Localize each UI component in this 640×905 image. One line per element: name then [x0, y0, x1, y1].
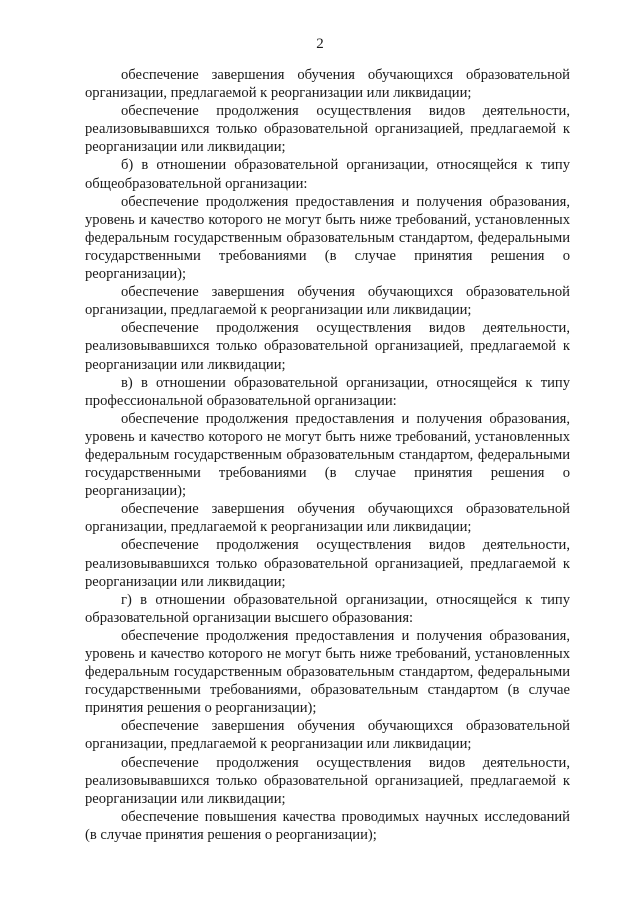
paragraph: обеспечение продолжения осуществления видов деятельности, реализовывавшихся только образовательной организацией, предлагаемой к реорганизации или ликвидации;: [85, 320, 570, 373]
paragraph: обеспечение продолжения осуществления видов деятельности, реализовывавшихся только образовательной организацией, предлагаемой к реорганизации или ликвидации;: [85, 537, 570, 590]
paragraph: обеспечение завершения обучения обучающихся образовательной организации, предлагаемой к реорганизации или ликвидации;: [85, 67, 570, 102]
paragraph: обеспечение продолжения осуществления видов деятельности, реализовывавшихся только образовательной организацией, предлагаемой к реорганизации или ликвидации;: [85, 754, 570, 807]
paragraph: обеспечение продолжения предоставления и получения образования, уровень и качество которого не могут быть ниже требований, установленных федеральным государственным образовательным стандартом, федеральными государственными требованиями, образовательным стандартом (в случае принятия решения о реорганизации);: [85, 627, 570, 717]
paragraph: б) в отношении образовательной организации, относящейся к типу общеобразовательной организации:: [85, 157, 570, 192]
paragraph: обеспечение продолжения предоставления и получения образования, уровень и качество которого не могут быть ниже требований, установленных федеральным государственным образовательным стандартом, федеральными государственными требованиями (в случае принятия решения о реорганизации);: [85, 193, 570, 283]
paragraph: г) в отношении образовательной организации, относящейся к типу образовательной организации высшего образования:: [85, 591, 570, 626]
paragraph: обеспечение завершения обучения обучающихся образовательной организации, предлагаемой к реорганизации или ликвидации;: [85, 718, 570, 753]
page-number: 2: [316, 36, 324, 52]
paragraph: в) в отношении образовательной организации, относящейся к типу профессиональной образовательной организации:: [85, 374, 570, 409]
paragraph: обеспечение завершения обучения обучающихся образовательной организации, предлагаемой к реорганизации или ликвидации;: [85, 284, 570, 319]
paragraph: обеспечение продолжения предоставления и получения образования, уровень и качество которого не могут быть ниже требований, установленных федеральным государственным образовательным стандартом, федеральными государственными требованиями (в случае принятия решения о реорганизации);: [85, 410, 570, 500]
document-body: [85, 66, 570, 844]
paragraph: обеспечение продолжения осуществления видов деятельности, реализовывавшихся только образовательной организацией, предлагаемой к реорганизации или ликвидации;: [85, 103, 570, 156]
paragraph: обеспечение повышения качества проводимых научных исследований (в случае принятия решения о реорганизации);: [85, 808, 570, 843]
paragraph: обеспечение завершения обучения обучающихся образовательной организации, предлагаемой к реорганизации или ликвидации;: [85, 501, 570, 536]
